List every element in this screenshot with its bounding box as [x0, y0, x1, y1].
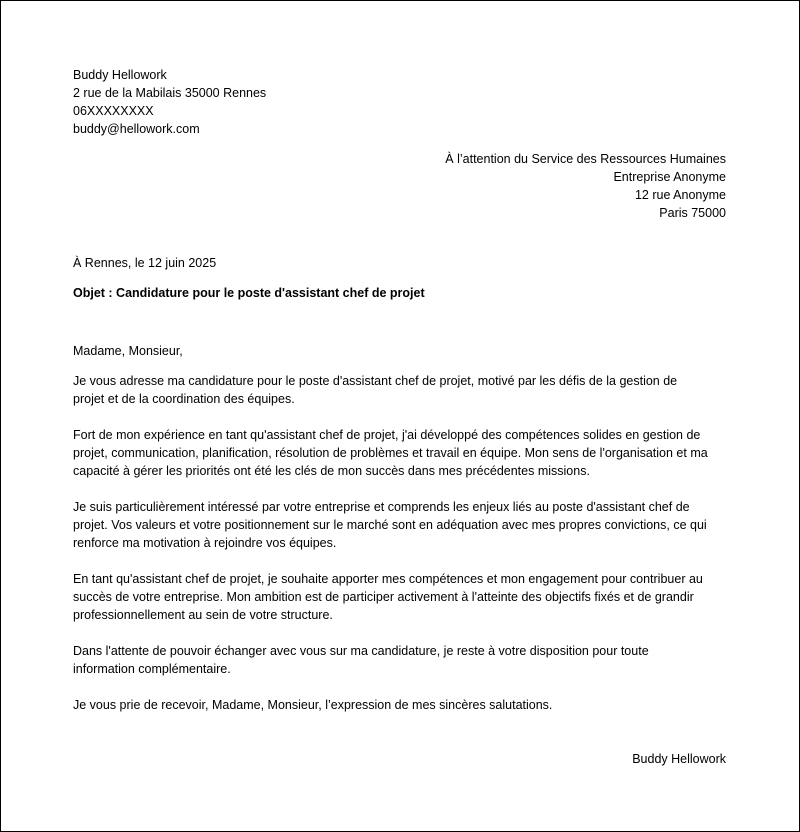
- paragraph-line: projet. Vos valeurs et votre positionnement sur le marché sont en adéquation avec mes propres convictions, ce qui: [73, 518, 707, 532]
- body-paragraph: [73, 498, 733, 552]
- paragraph-line: projet, communication, planification, résolution de problèmes et travail en équipe. Mon sens de l'organisation et ma: [73, 446, 708, 460]
- letter-signature: Buddy Hellowork: [632, 752, 726, 766]
- body-paragraph: [73, 570, 733, 624]
- recipient-street: 12 rue Anonyme: [634, 188, 726, 202]
- paragraph-line: information complémentaire.: [73, 662, 231, 676]
- paragraph-line: capacité à gérer les priorités ont été les clés de mon succès dans mes précédentes missions.: [73, 464, 590, 478]
- body-paragraph: [73, 426, 733, 480]
- body-paragraph: [73, 642, 733, 678]
- letter-salutation: Madame, Monsieur,: [73, 344, 183, 358]
- paragraph-line: Fort de mon expérience en tant qu'assistant chef de projet, j'ai développé des compétences solides en gestion de: [73, 428, 701, 442]
- sender-name: Buddy Hellowork: [73, 68, 167, 82]
- recipient-company: Entreprise Anonyme: [613, 170, 726, 184]
- paragraph-line: Je suis particulièrement intéressé par votre entreprise et comprends les enjeux liés au poste d'assistant chef de: [73, 500, 690, 514]
- letter-date: À Rennes, le 12 juin 2025: [73, 256, 217, 270]
- letter-body: [73, 372, 733, 732]
- paragraph-line: Dans l'attente de pouvoir échanger avec vous sur ma candidature, je reste à votre disposition pour toute: [73, 644, 649, 658]
- paragraph-line: En tant qu'assistant chef de projet, je souhaite apporter mes compétences et mon engagement pour contribuer au: [73, 572, 703, 586]
- sender-phone: 06XXXXXXXX: [73, 104, 154, 118]
- closing-paragraph: [73, 696, 733, 714]
- paragraph-line: renforce ma motivation à rejoindre vos équipes.: [73, 536, 337, 550]
- recipient-attention: À l’attention du Service des Ressources Humaines: [445, 152, 726, 166]
- paragraph-line: succès de votre entreprise. Mon ambition est de participer activement à l'atteinte des objectifs fixés et de grandir: [73, 590, 694, 604]
- recipient-block: [445, 150, 726, 222]
- letter-subject: Objet : Candidature pour le poste d'assistant chef de projet: [73, 286, 425, 300]
- paragraph-line: professionnellement au sein de votre structure.: [73, 608, 333, 622]
- paragraph-line: Je vous prie de recevoir, Madame, Monsieur, l’expression de mes sincères salutations.: [73, 698, 553, 712]
- paragraph-line: Je vous adresse ma candidature pour le poste d'assistant chef de projet, motivé par les défis de la gestion de: [73, 374, 678, 388]
- sender-email: buddy@hellowork.com: [73, 122, 200, 136]
- sender-block: [73, 66, 266, 138]
- paragraph-line: projet et de la coordination des équipes.: [73, 392, 295, 406]
- recipient-city: Paris 75000: [659, 206, 726, 220]
- sender-address: 2 rue de la Mabilais 35000 Rennes: [73, 86, 267, 100]
- body-paragraph: [73, 372, 733, 408]
